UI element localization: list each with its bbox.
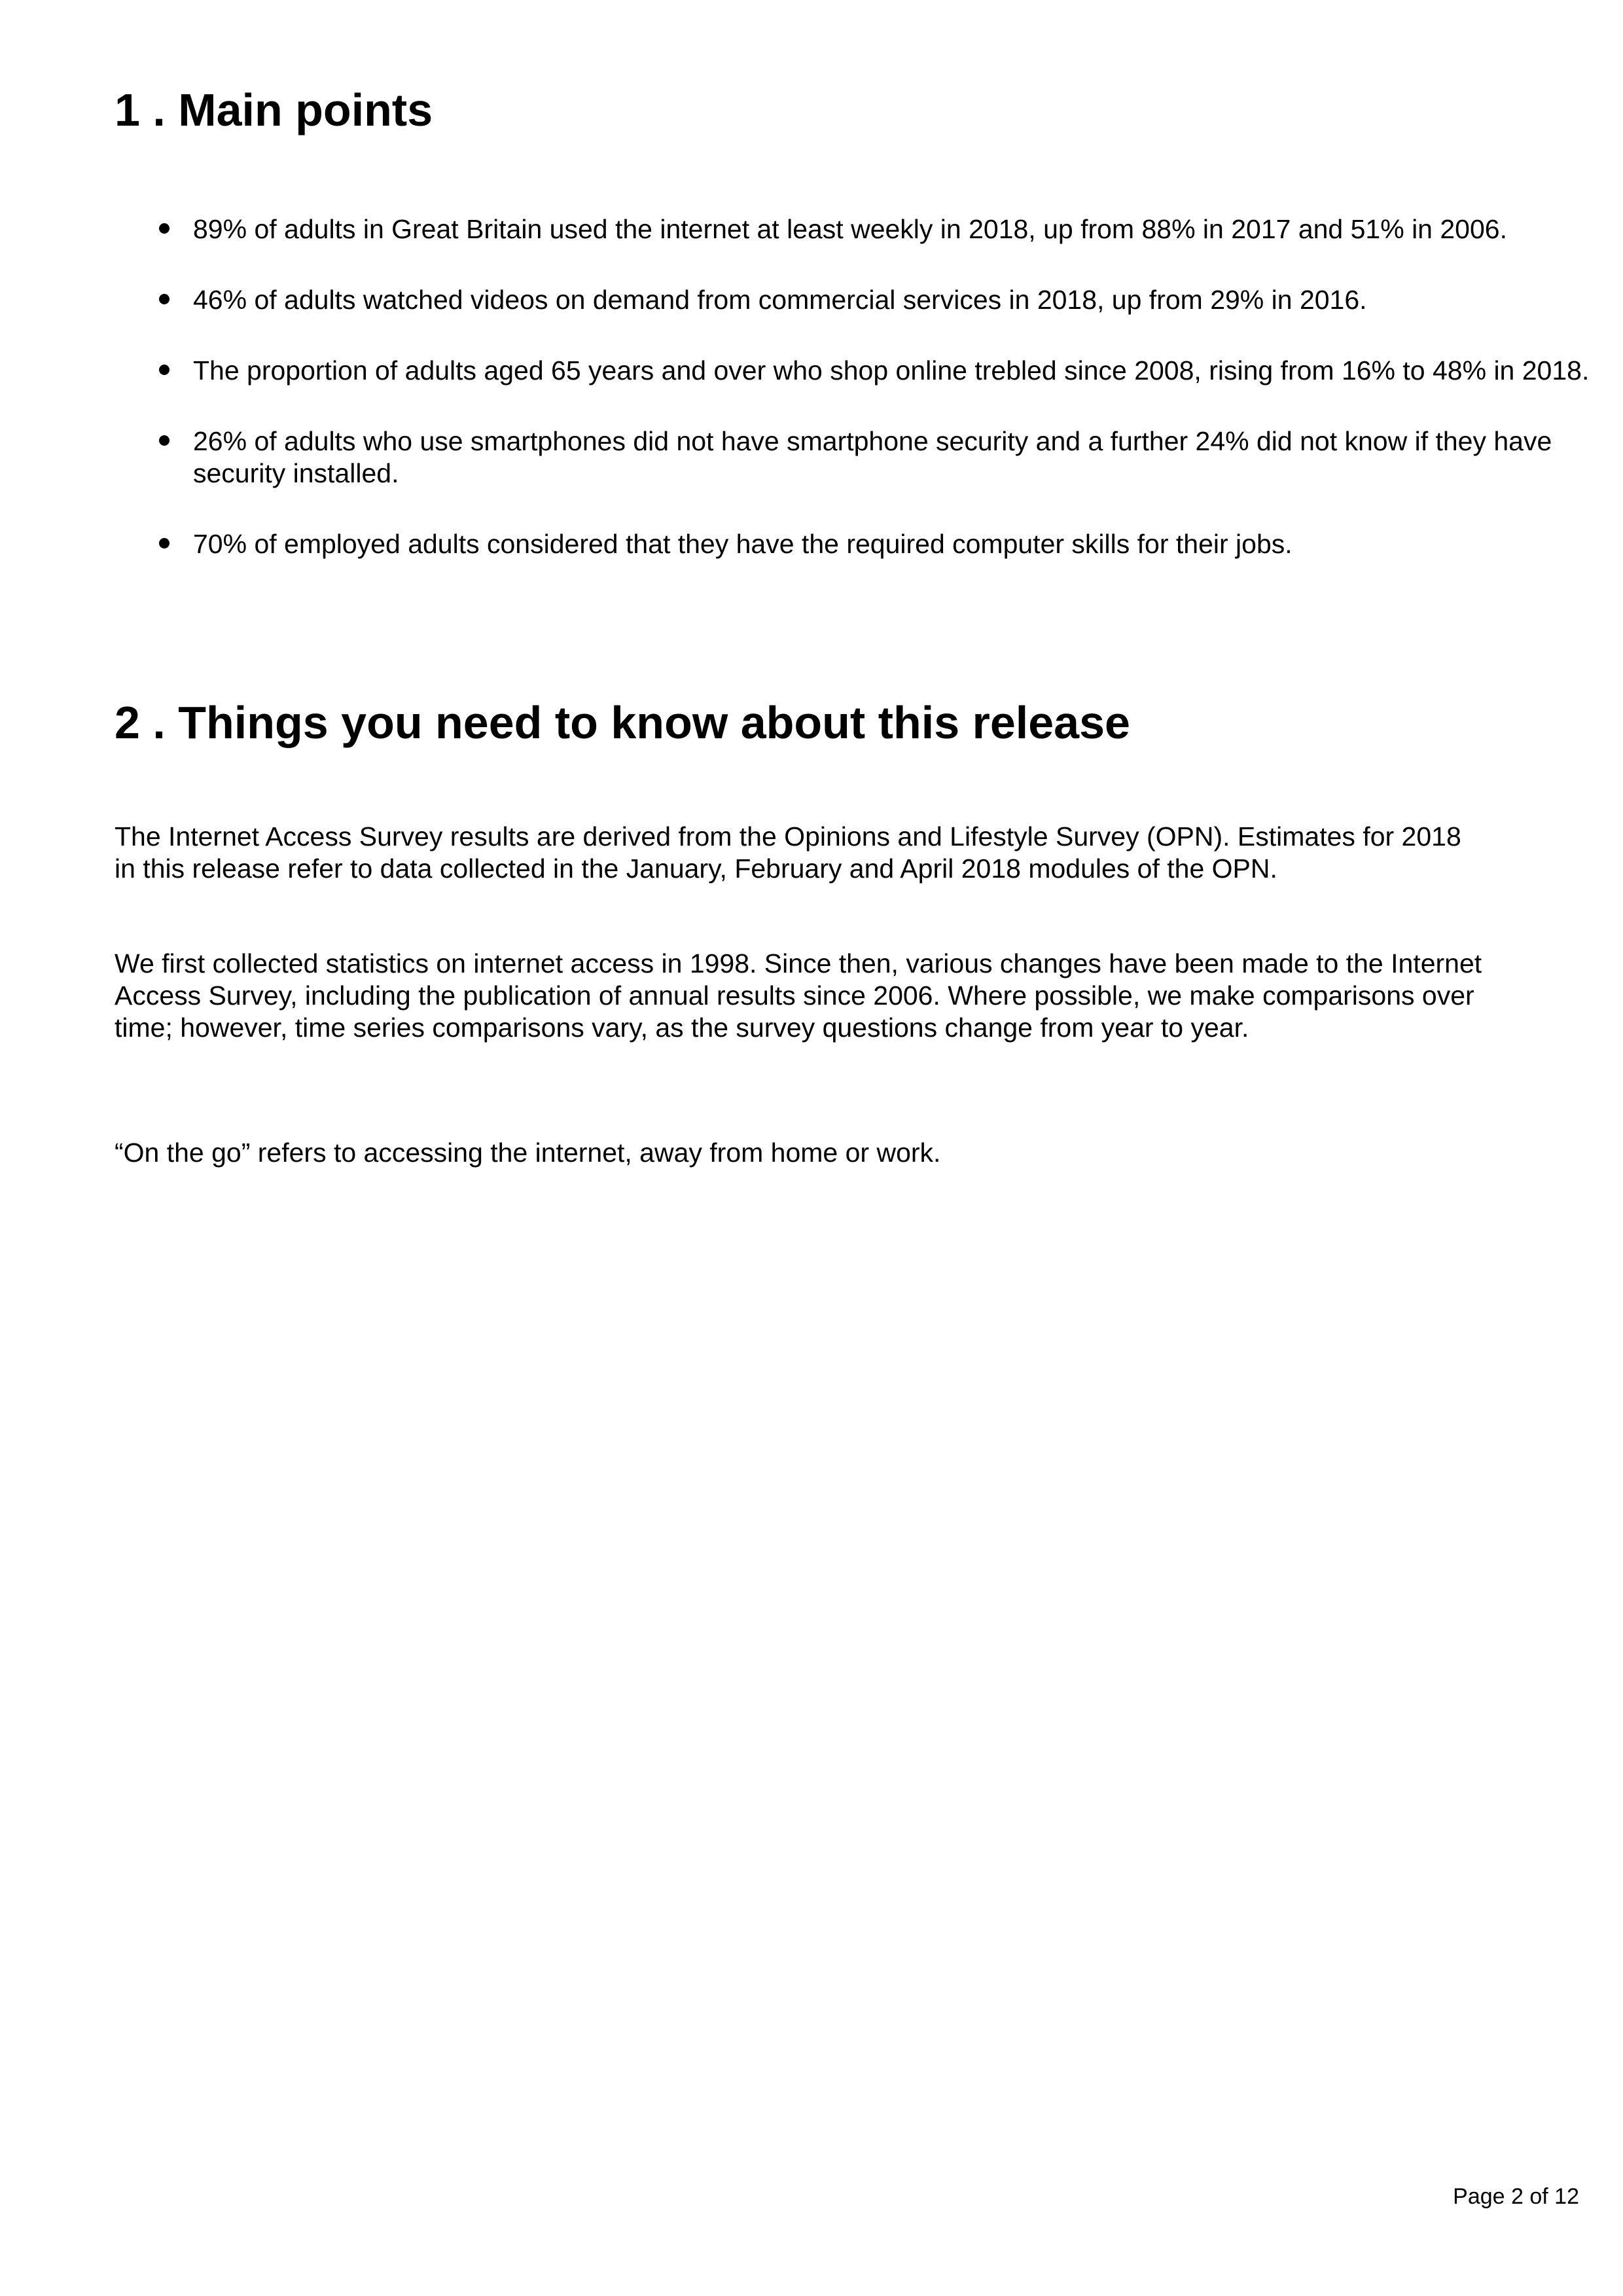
- list-item: [115, 355, 1590, 387]
- bullet-text: 26% of adults who use smartphones did not have smartphone security and a further 24% did not know if they have security installed.: [193, 426, 1552, 488]
- bullet-icon: [159, 223, 169, 234]
- paragraph-on-the-go: “On the go” refers to accessing the internet, away from home or work.: [115, 1138, 941, 1168]
- bullet-icon: [159, 365, 169, 375]
- paragraph-survey-source: The Internet Access Survey results are derived from the Opinions and Lifestyle Survey (OPN). Estimates for 2018 in this release refer to data collected in the January, February and April 2018 modules of the OPN.: [115, 821, 1461, 884]
- bullet-text: 70% of employed adults considered that they have the required computer skills for their jobs.: [193, 529, 1293, 559]
- list-item: [115, 284, 1489, 316]
- paragraph-history: We first collected statistics on internet access in 1998. Since then, various changes have been made to the Internet Access Survey, including the publication of annual results since 2006. Where possible, we make comparisons over time; however, time series comparisons vary, as the survey questions change from year to year.: [115, 948, 1482, 1043]
- bullet-text: 46% of adults watched videos on demand from commercial services in 2018, up from 29% in 2016.: [193, 285, 1367, 315]
- list-item: [115, 425, 1552, 490]
- section-heading-main-points: 1 . Main points: [115, 84, 433, 135]
- list-item: [115, 213, 1507, 245]
- list-item: [115, 528, 1489, 560]
- main-points-list: [115, 213, 1590, 599]
- bullet-text: 89% of adults in Great Britain used the internet at least weekly in 2018, up from 88% in 2017 and 51% in 2006.: [193, 214, 1507, 244]
- page-number: Page 2 of 12: [1453, 2184, 1579, 2209]
- bullet-icon: [159, 435, 169, 446]
- bullet-text: The proportion of adults aged 65 years and over who shop online trebled since 2008, rising from 16% to 48% in 2018.: [193, 355, 1590, 386]
- bullet-icon: [159, 538, 169, 548]
- bullet-icon: [159, 294, 169, 304]
- section-heading-things-to-know: 2 . Things you need to know about this release: [115, 697, 1130, 748]
